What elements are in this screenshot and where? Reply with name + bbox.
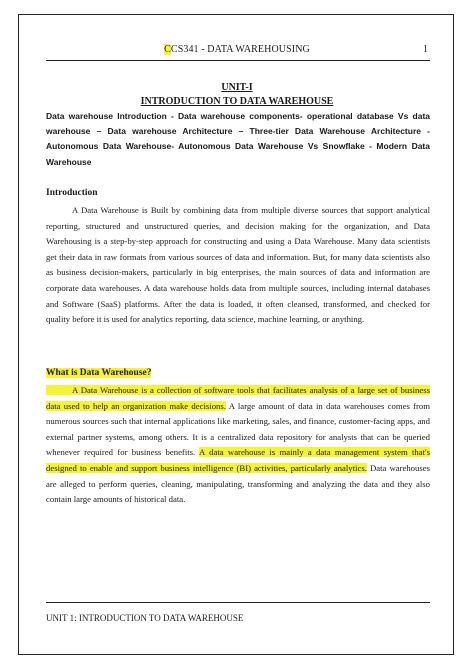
introduction-text: A Data Warehouse is Built by combining data from multiple diverse sources that support analytical reporting, structured and unstructured queries, and decision making for the organization, and Data Warehousing is a step-by-step approach for constructing and using a Data Warehouse. Many data scientists get their data in raw formats from various sources of data and information. But, for many data scientists also as business decision-makers, particularly in big enterprises, the main sources of data and information are corporate data warehouses. A data warehouse holds data from multiple sources, including internal databases and Software (SaaS) platforms. After the data is loaded, it often cleansed, transformed, and checked for quality before it is used for analytics reporting, data science, machine learning, or anything. [46, 205, 430, 325]
what-is-text-1: A large amount of data in data warehouses comes from numerous sources such that internal applications like marketing, sales, and finance, customer-facing apps, and external partner systems, among others. It is a centralized data repository for analysts that can be queried whenever required for business benefits. [46, 400, 431, 458]
chapter-heading: INTRODUCTION TO DATA WAREHOUSE [140, 96, 334, 107]
what-is-paragraph [46, 383, 430, 508]
what-is-text-2: Data warehouses are alleged to perform queries, cleaning, manipulating, transforming and analyzing the data and they also contain large amounts of historical data. [46, 462, 430, 505]
footer-rule [46, 602, 430, 603]
page-number: 1 [423, 44, 428, 55]
header-title [0, 44, 474, 55]
highlighted-definition-text: A Data Warehouse is a collection of software tools that facilitates analysis of a large set of business data used to help an organization make decisions. [46, 385, 430, 411]
header-title-first-letter: C [164, 44, 171, 55]
introduction-paragraph [46, 203, 430, 328]
what-is-heading-text: What is Data Warehouse? [46, 368, 152, 378]
header-title-rest: CS341 - DATA WAREHOUSING [170, 44, 310, 55]
header-rule [46, 60, 430, 61]
topics-list: Data warehouse Introduction - Data warehouse components- operational database Vs data warehouse – Data warehouse Architecture – Three-tier Data Warehouse Architecture - Autonomous Data Warehouse- Autonomous Data Warehouse Vs Snowflake - Modern Data Warehouse [46, 111, 430, 167]
what-is-heading [46, 368, 151, 378]
introduction-heading: Introduction [46, 188, 98, 198]
unit-heading: UNIT-I [221, 82, 253, 93]
highlighted-bi-statement: A data warehouse is mainly a data management system that's designed to enable and support business intelligence (BI) activities, particularly analytics. [46, 447, 430, 473]
footer-text: UNIT 1: INTRODUCTION TO DATA WAREHOUSE [46, 613, 244, 623]
